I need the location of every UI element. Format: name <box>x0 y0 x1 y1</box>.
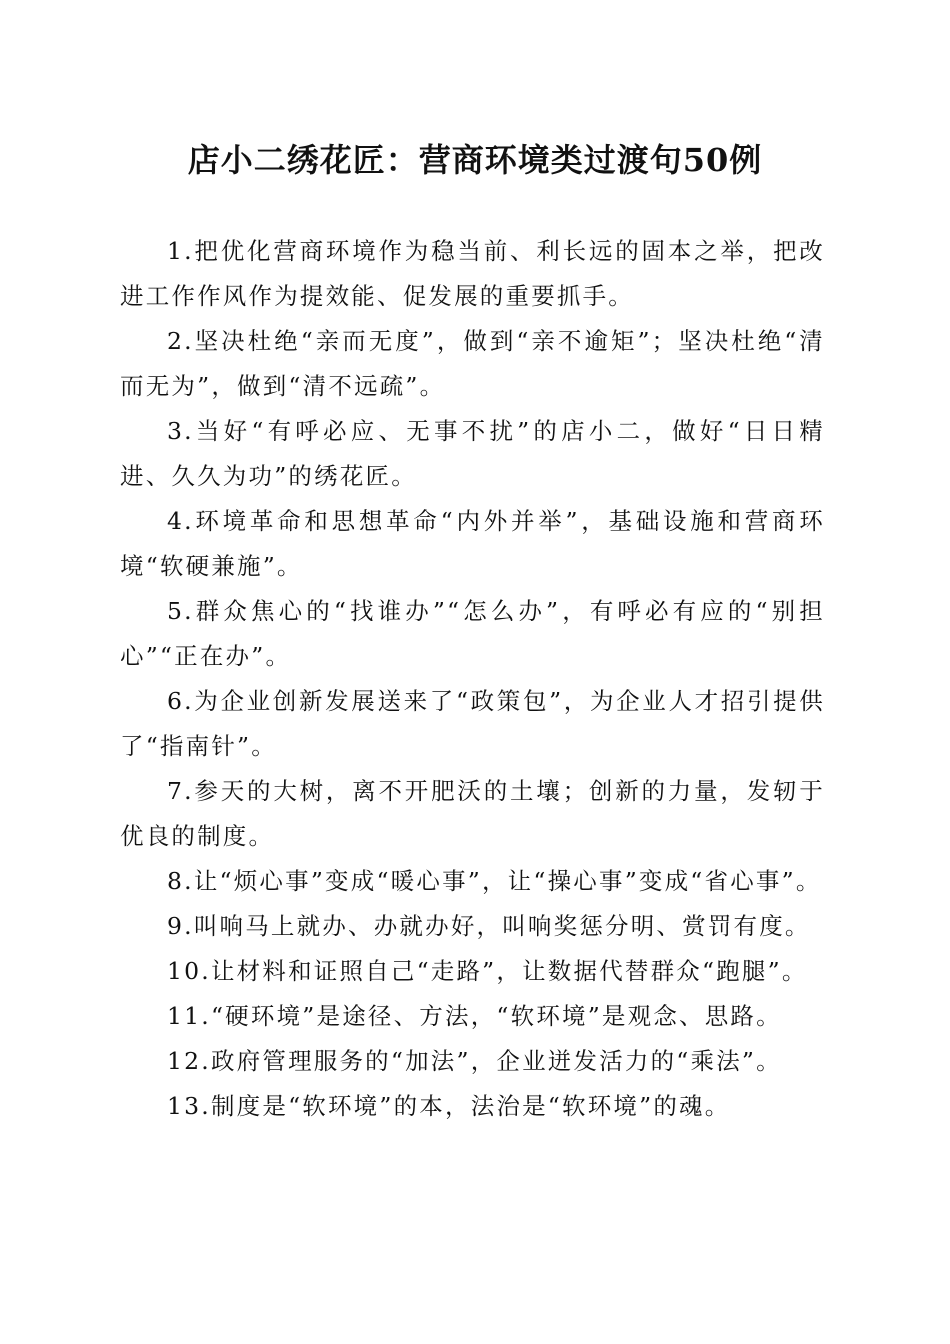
list-item: 5.群众焦心的“找谁办”“怎么办”，有呼必有应的“别担心”“正在办”。 <box>120 597 825 670</box>
list-item: 9.叫响马上就办、办就办好，叫响奖惩分明、赏罚有度。 <box>167 912 811 940</box>
list-item: 7.参天的大树，离不开肥沃的土壤；创新的力量，发轫于优良的制度。 <box>120 777 825 850</box>
list-item: 6.为企业创新发展送来了“政策包”，为企业人才招引提供了“指南针”。 <box>120 687 825 760</box>
document-title: 店小二绣花匠：营商环境类过渡句50例 <box>187 141 763 179</box>
list-item: 13.制度是“软环境”的本，法治是“软环境”的魂。 <box>167 1092 731 1120</box>
list-item: 2.坚决杜绝“亲而无度”，做到“亲不逾矩”；坚决杜绝“清而无为”，做到“清不远疏”。 <box>120 327 825 400</box>
list-item: 3.当好“有呼必应、无事不扰”的店小二，做好“日日精进、久久为功”的绣花匠。 <box>120 417 825 490</box>
list-item: 11.“硬环境”是途径、方法，“软环境”是观念、思路。 <box>167 1002 782 1030</box>
list-item: 8.让“烦心事”变成“暖心事”，让“操心事”变成“省心事”。 <box>167 867 822 895</box>
item-list <box>120 229 825 1129</box>
list-item: 4.环境革命和思想革命“内外并举”，基础设施和营商环境“软硬兼施”。 <box>120 507 825 580</box>
list-item: 12.政府管理服务的“加法”，企业迸发活力的“乘法”。 <box>167 1047 782 1075</box>
list-item: 1.把优化营商环境作为稳当前、利长远的固本之举，把改进工作作风作为提效能、促发展的重要抓手。 <box>120 237 825 310</box>
list-item: 10.让材料和证照自己“走路”，让数据代替群众“跑腿”。 <box>167 957 808 985</box>
